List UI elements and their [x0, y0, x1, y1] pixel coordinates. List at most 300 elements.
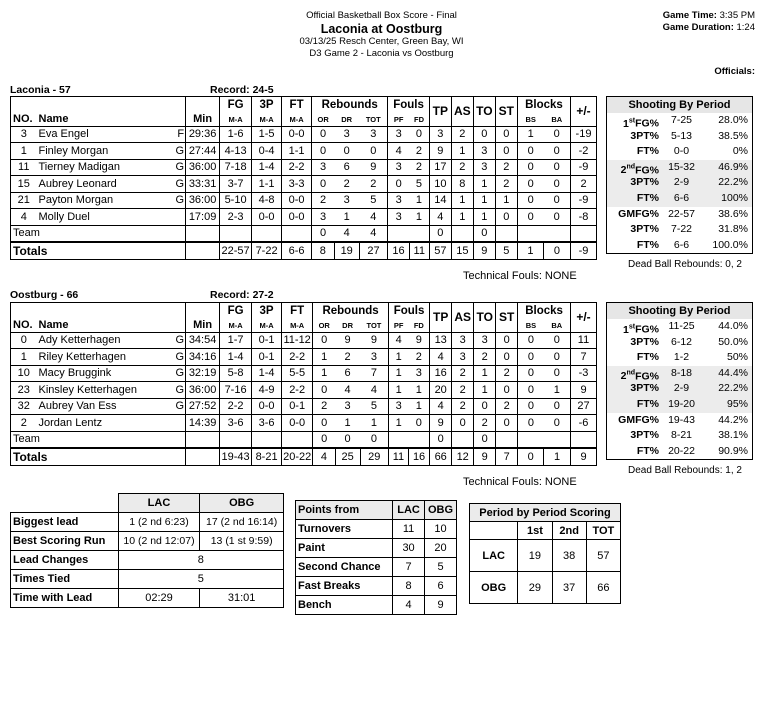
game-summary-table: [10, 493, 284, 608]
made-attempted: 8-21: [670, 429, 692, 442]
player-name: Aubrey Van Ess: [38, 400, 117, 413]
pf: 3: [388, 209, 409, 226]
ma-header-1: M-A: [252, 113, 282, 126]
min-header: Min: [186, 113, 220, 126]
blocks: 0: [517, 192, 543, 209]
player-name: Ady Ketterhagen: [38, 334, 121, 347]
player-name: Finley Morgan: [38, 144, 109, 157]
game-time-label: Game Time:: [662, 10, 717, 21]
off-reb: 0: [313, 415, 335, 432]
3p-header: 3P: [252, 97, 282, 114]
minutes: 27:44: [186, 143, 220, 160]
player-name: Riley Ketterhagen: [38, 350, 126, 363]
shooting-title: Shooting By Period: [607, 303, 752, 319]
fg: 5-8: [220, 365, 252, 382]
minutes: 17:09: [186, 209, 220, 226]
tot-reb: 1: [370, 416, 378, 429]
assists: 2: [452, 382, 474, 399]
plus-minus-header: +/-: [571, 303, 597, 333]
assists: 0: [452, 415, 474, 432]
player-name: Aubrey Leonard: [38, 177, 117, 190]
bs-header: BS: [517, 113, 543, 126]
officials-label: Officials:: [714, 66, 755, 77]
shooting-label: [607, 144, 659, 160]
player-position: G: [175, 350, 185, 363]
as-header: AS: [451, 97, 473, 127]
points-from-lac-header: LAC: [393, 501, 425, 520]
fg: 3-6: [220, 415, 252, 432]
team-blank: [451, 225, 473, 242]
blocked-against: 0: [553, 177, 560, 190]
stat-type: FT%: [636, 191, 659, 204]
made-attempted: 2-9: [673, 382, 690, 395]
plus-minus: -6: [571, 415, 597, 432]
def-reb: 6: [343, 161, 350, 174]
away-dead-ball-rebounds: Dead Ball Rebounds: 1, 2: [628, 465, 742, 476]
game-duration-label: Game Duration:: [662, 22, 734, 33]
fg: 1-6: [220, 126, 252, 143]
fg: 2-2: [220, 398, 252, 415]
totals-turnovers: 9: [473, 242, 495, 260]
points-from-header: Points from: [296, 501, 393, 520]
shooting-row: [607, 319, 752, 335]
totals-fd: 11: [409, 242, 429, 260]
blocks: 1: [517, 126, 543, 143]
totals-fg: 22-57: [220, 242, 252, 260]
off-reb: 2: [312, 192, 335, 209]
player-name: Eva Engel: [38, 128, 89, 141]
shooting-label: [607, 413, 659, 429]
fg: 5-10: [220, 192, 252, 209]
fg: 2-3: [220, 209, 252, 226]
shooting-label: [607, 428, 659, 444]
totals-3p: 8-21: [252, 448, 282, 466]
st-header: ST: [496, 303, 518, 333]
totals-tot-reb: 27: [359, 242, 388, 260]
team-tot-reb: 4: [370, 227, 377, 239]
shooting-row: [607, 238, 752, 254]
blocked-against: 0: [553, 161, 560, 174]
pf: 4: [388, 143, 409, 160]
totals-fg: 19-43: [220, 448, 252, 466]
to-header: TO: [473, 97, 495, 127]
team-off-reb: 0: [313, 431, 335, 448]
shooting-label: [607, 175, 659, 191]
made-attempted: 6-12: [670, 335, 692, 348]
team-label: Team: [13, 227, 40, 239]
period-label: GM: [618, 207, 636, 220]
assists: 2: [451, 159, 473, 176]
off-reb: 0: [312, 176, 335, 193]
points-category: Turnovers: [296, 520, 393, 539]
plus-minus: -3: [571, 365, 597, 382]
blocks: 0: [518, 349, 544, 366]
period-score: 38: [552, 540, 586, 572]
player-row: [11, 209, 597, 226]
points-lac: 11: [393, 520, 425, 539]
period-label: 1st: [623, 117, 636, 130]
jersey-number: 15: [17, 177, 30, 190]
points-lac: 7: [393, 558, 425, 577]
blocked-against: 0: [553, 350, 560, 363]
player-row: [11, 415, 597, 432]
percentage: 100%: [721, 191, 748, 204]
3p: 0-0: [252, 209, 282, 226]
3p: 1-4: [252, 365, 282, 382]
period-team: OBG: [470, 572, 518, 604]
minutes: 33:31: [186, 176, 220, 193]
shooting-label: [607, 397, 659, 413]
points-from-row: [296, 596, 457, 615]
player-row: [11, 365, 597, 382]
percentage: 100.0%: [712, 238, 748, 251]
points: 4: [429, 209, 451, 226]
steals: 0: [496, 415, 518, 432]
blocked-against: 0: [553, 128, 560, 141]
team-def-reb: 0: [344, 433, 351, 445]
steals: 0: [495, 143, 517, 160]
shooting-label: [607, 381, 659, 397]
player-row: [11, 143, 597, 160]
team-blank: [252, 431, 282, 448]
off-reb: 1: [313, 365, 335, 382]
turnovers: 1: [473, 176, 495, 193]
as-header: AS: [452, 303, 474, 333]
totals-pf: 11: [388, 448, 408, 466]
totals-steals: 7: [496, 448, 518, 466]
stat-type: FT%: [636, 145, 659, 158]
totals-row: [11, 242, 597, 260]
ft: 2-2: [282, 349, 313, 366]
player-row: [11, 126, 597, 143]
stat-type: FT%: [636, 238, 659, 251]
points: 17: [429, 159, 451, 176]
away-team-line: [10, 289, 274, 302]
period-col-header: 2nd: [552, 522, 586, 540]
away-team-name: Oostburg - 66: [10, 289, 79, 301]
player-position: G: [175, 367, 185, 380]
rebounds-header: Rebounds: [312, 97, 388, 114]
points-category: Paint: [296, 539, 393, 558]
ft: 0-0: [282, 192, 312, 209]
tot-reb: 9: [370, 334, 378, 347]
player-position: G: [175, 194, 185, 207]
points: 4: [430, 349, 452, 366]
blocks-header: Blocks: [517, 97, 570, 114]
best-run-label: Best Scoring Run: [11, 532, 119, 551]
pf: 1: [388, 349, 408, 366]
ft: 2-2: [282, 159, 312, 176]
totals-3p: 7-22: [252, 242, 282, 260]
made-attempted: 11-25: [668, 320, 695, 332]
def-reb: 3: [343, 128, 350, 141]
team-blank: [408, 431, 429, 448]
points: 14: [429, 192, 451, 209]
3p: 4-8: [252, 192, 282, 209]
ft: 1-1: [282, 143, 312, 160]
steals: 0: [496, 382, 518, 399]
blocked-against: 0: [553, 334, 560, 347]
player-row: [11, 382, 597, 399]
totals-blocks: 0: [518, 448, 544, 466]
team-off-reb: 0: [312, 225, 335, 242]
player-name: Payton Morgan: [38, 194, 114, 207]
plus-minus: -2: [571, 143, 597, 160]
assists: 1: [451, 143, 473, 160]
team-blank: [544, 431, 571, 448]
points: 10: [429, 176, 451, 193]
stat-type: FG%: [635, 413, 659, 426]
shooting-row: [607, 144, 752, 160]
made-attempted: 22-57: [668, 207, 695, 220]
assists: 2: [452, 398, 474, 415]
fg: 7-18: [220, 159, 252, 176]
points-from-row: [296, 558, 457, 577]
pf: 3: [388, 398, 408, 415]
totals-steals: 5: [495, 242, 517, 260]
points-from-row: [296, 577, 457, 596]
points: 13: [430, 332, 452, 349]
blocked-against: 0: [553, 400, 560, 413]
tot-header: TOT: [366, 320, 382, 330]
summary-obg-header: OBG: [200, 494, 284, 513]
3p: 3-6: [252, 415, 282, 432]
st-header: ST: [495, 97, 517, 127]
points-obg: 9: [425, 596, 457, 615]
assists: 1: [451, 209, 473, 226]
totals-def-reb: 19: [334, 242, 359, 260]
pf: 3: [388, 126, 409, 143]
plus-minus: -19: [571, 126, 597, 143]
made-attempted: 19-20: [668, 397, 695, 410]
off-reb: 3: [312, 209, 335, 226]
plus-minus: -9: [571, 159, 597, 176]
fg: 1-7: [220, 332, 252, 349]
tot-reb: 7: [370, 367, 378, 380]
period-blank: [470, 522, 518, 540]
away-box-score-table: [10, 302, 597, 466]
shooting-row: [607, 191, 752, 207]
steals: 0: [495, 209, 517, 226]
plus-minus: 9: [571, 382, 597, 399]
turnovers: 3: [473, 143, 495, 160]
time-with-lead-lac: 02:29: [118, 589, 200, 608]
made-attempted: 20-22: [668, 444, 695, 457]
totals-label: Totals: [11, 242, 186, 260]
ft: 5-5: [282, 365, 313, 382]
tot-reb: 5: [370, 194, 377, 207]
totals-blocked-against: 0: [543, 242, 570, 260]
period-label: GM: [618, 413, 636, 426]
blocks: 0: [518, 365, 544, 382]
minutes: 29:36: [186, 126, 220, 143]
stat-type: FG%: [635, 164, 659, 177]
totals-pf: 16: [388, 242, 409, 260]
to-header: TO: [474, 303, 496, 333]
def-reb: 1: [344, 416, 351, 429]
ma-header-1: M-A: [252, 319, 282, 332]
fd: 0: [415, 128, 423, 141]
turnovers: 0: [474, 398, 496, 415]
minutes: 14:39: [186, 415, 220, 432]
made-attempted: 7-25: [670, 114, 692, 126]
biggest-lead-obg: 17 (2 nd 16:14): [200, 513, 284, 532]
tot-reb: 0: [370, 144, 377, 157]
team-blank: [495, 225, 517, 242]
blocks: 0: [518, 332, 544, 349]
or-header: OR: [312, 113, 335, 126]
3p: 1-4: [252, 159, 282, 176]
shooting-row: [607, 175, 752, 191]
biggest-lead-lac: 1 (2 nd 6:23): [118, 513, 200, 532]
period-row: [470, 540, 621, 572]
player-position: G: [175, 334, 185, 347]
stat-type: FT%: [636, 444, 659, 457]
points-obg: 5: [425, 558, 457, 577]
minutes: 36:00: [186, 382, 220, 399]
stat-type: FT%: [636, 397, 659, 410]
percentage: 28.0%: [718, 114, 748, 126]
stat-type: FG%: [635, 117, 659, 130]
best-run-lac: 10 (2 nd 12:07): [118, 532, 200, 551]
home-team-name: Laconia - 57: [10, 84, 71, 96]
stat-type: 3PT%: [630, 129, 659, 142]
totals-ft: 20-22: [282, 448, 313, 466]
fg: 4-13: [220, 143, 252, 160]
totals-assists: 15: [451, 242, 473, 260]
fd: 1: [415, 194, 423, 207]
blocked-against: 0: [553, 367, 560, 380]
game-time-value: 3:35 PM: [719, 10, 755, 21]
player-position: G: [175, 161, 185, 174]
3p: 4-9: [252, 382, 282, 399]
plus-minus: -8: [571, 209, 597, 226]
percentage: 95%: [726, 397, 748, 410]
points-category: Bench: [296, 596, 393, 615]
team-blank: [282, 225, 312, 242]
pf: 3: [388, 192, 409, 209]
steals: 0: [496, 332, 518, 349]
team-blank: [571, 225, 597, 242]
shooting-label: [607, 191, 659, 207]
shooting-label: [607, 222, 659, 238]
player-row: [11, 176, 597, 193]
summary-lac-header: LAC: [118, 494, 200, 513]
team-blank: [496, 431, 518, 448]
points: 16: [430, 365, 452, 382]
pf-header: PF: [388, 113, 409, 126]
jersey-number: 23: [17, 383, 30, 396]
steals: 1: [495, 192, 517, 209]
shooting-row: [607, 207, 752, 223]
min-header-blank: [186, 97, 220, 114]
tot-reb: 2: [370, 177, 377, 190]
steals: 2: [496, 365, 518, 382]
pf-header: PF: [388, 319, 408, 332]
off-reb: 0: [312, 126, 335, 143]
tot-header: TOT: [365, 114, 381, 124]
period-score: 66: [586, 572, 620, 604]
period-score: 57: [586, 540, 620, 572]
ft: 0-0: [282, 126, 312, 143]
percentage: 0%: [732, 145, 748, 158]
ba-header: BA: [551, 320, 563, 330]
stat-type: 3PT%: [630, 429, 659, 442]
percentage: 22.2%: [718, 382, 748, 395]
team-row: [11, 431, 597, 448]
totals-points: 57: [429, 242, 451, 260]
ma-header-0: M-A: [220, 319, 252, 332]
points-lac: 4: [393, 596, 425, 615]
blocks: 0: [517, 143, 543, 160]
stat-type: 3PT%: [630, 223, 659, 236]
player-row: [11, 159, 597, 176]
points: 3: [429, 126, 451, 143]
jersey-number: 11: [18, 161, 30, 174]
points-lac: 30: [393, 539, 425, 558]
jersey-number: 2: [20, 416, 27, 429]
minutes: 36:00: [186, 192, 220, 209]
dr-header: DR: [341, 114, 353, 124]
player-position: G: [175, 400, 185, 413]
3p-header: 3P: [252, 303, 282, 320]
home-box-score-table: [10, 96, 597, 260]
jersey-number: 0: [20, 334, 27, 347]
blank-header: [11, 303, 186, 320]
assists: 3: [452, 349, 474, 366]
period-scoring-header: Period by Period Scoring: [470, 504, 621, 522]
stat-type: FT%: [636, 351, 659, 364]
def-reb: 0: [343, 144, 350, 157]
made-attempted: 6-6: [673, 238, 690, 251]
player-row: [11, 398, 597, 415]
steals: 0: [496, 349, 518, 366]
pf: 0: [388, 176, 409, 193]
team-blank: [220, 225, 252, 242]
ft: 0-0: [282, 209, 312, 226]
player-position: F: [177, 128, 185, 141]
fg: 7-16: [220, 382, 252, 399]
name-header: Name: [38, 113, 69, 126]
stat-type: 3PT%: [630, 335, 659, 348]
player-position: G: [175, 177, 185, 190]
made-attempted: 8-18: [670, 366, 692, 379]
team-blank: [409, 225, 429, 242]
assists: 3: [452, 332, 474, 349]
game-line: D3 Game 2 - Laconia vs Oostburg: [309, 48, 454, 59]
team-blank: [252, 225, 282, 242]
totals-tot-reb: 29: [360, 448, 388, 466]
def-reb: 6: [344, 367, 351, 380]
minutes: 36:00: [186, 159, 220, 176]
player-position: G: [175, 144, 185, 157]
tot-reb: 3: [370, 128, 377, 141]
blocks: 0: [518, 398, 544, 415]
percentage: 31.8%: [718, 223, 748, 236]
shooting-label: [607, 129, 659, 145]
stat-type: FG%: [635, 207, 659, 220]
report-header: [0, 10, 763, 60]
totals-off-reb: 8: [312, 242, 335, 260]
period-header-row: [470, 522, 621, 540]
blocked-against: 1: [553, 383, 560, 396]
pf: 1: [388, 415, 408, 432]
time-with-lead-obg: 31:01: [200, 589, 284, 608]
player-row: [11, 192, 597, 209]
made-attempted: 6-6: [673, 191, 690, 204]
totals-plus-minus: -9: [571, 242, 597, 260]
player-name: Macy Bruggink: [38, 367, 112, 380]
